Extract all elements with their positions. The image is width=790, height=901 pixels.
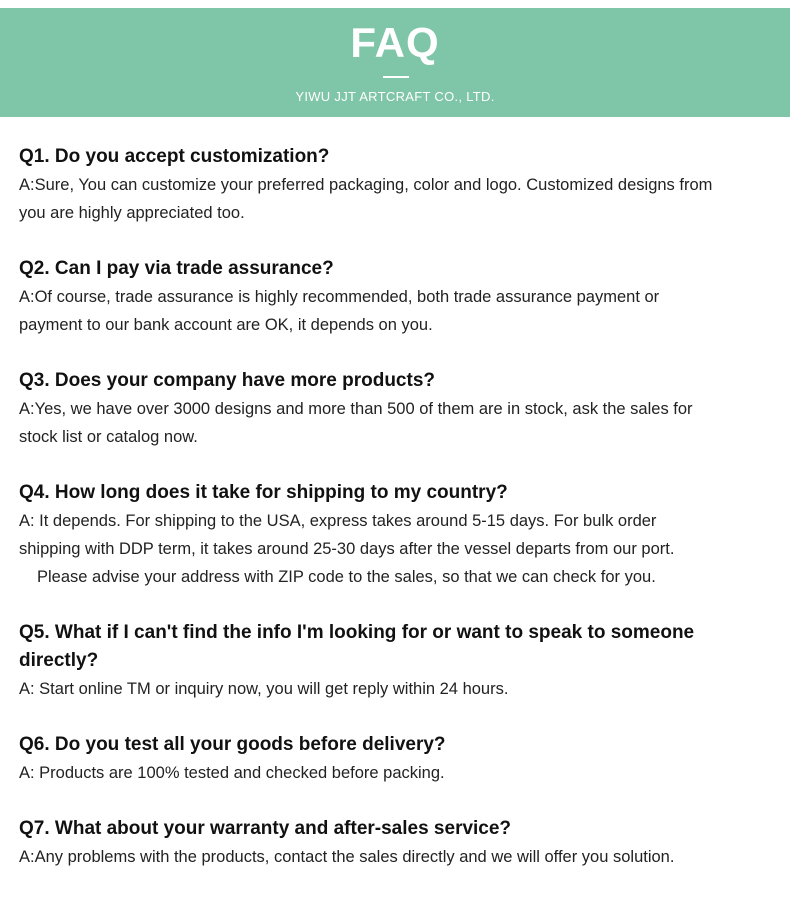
faq-list (19, 143, 784, 871)
faq-item-5 (19, 619, 784, 703)
spacer (19, 787, 784, 815)
faq-question: Q3. Does your company have more products? (19, 370, 435, 391)
company-name: YIWU JJT ARTCRAFT CO., LTD. (295, 89, 495, 104)
faq-question (19, 619, 784, 675)
faq-answer-line: payment to our bank account are OK, it depends on you. (19, 316, 433, 334)
faq-item-2 (19, 255, 784, 339)
faq-question-line: directly? (19, 650, 99, 671)
faq-answer (19, 283, 784, 339)
faq-answer (19, 843, 784, 871)
faq-answer (19, 675, 784, 703)
top-strip (0, 0, 790, 8)
faq-answer-line: A:Any problems with the products, contact the sales directly and we will offer you solution. (19, 848, 675, 866)
faq-answer-line: you are highly appreciated too. (19, 204, 245, 222)
title-divider (383, 76, 409, 78)
faq-item-7 (19, 815, 784, 871)
faq-question: Q4. How long does it take for shipping to my country? (19, 482, 508, 503)
spacer (19, 451, 784, 479)
faq-answer-line: A: Products are 100% tested and checked before packing. (19, 764, 445, 782)
page-title: FAQ (350, 19, 440, 66)
faq-question: Q6. Do you test all your goods before delivery? (19, 734, 446, 755)
spacer (19, 339, 784, 367)
faq-answer (19, 759, 784, 787)
faq-answer (19, 171, 784, 227)
faq-question: Q2. Can I pay via trade assurance? (19, 258, 334, 279)
faq-item-1 (19, 143, 784, 227)
faq-question: Q7. What about your warranty and after-sales service? (19, 818, 512, 839)
faq-item-4 (19, 479, 784, 591)
faq-answer-line: A: Start online TM or inquiry now, you will get reply within 24 hours. (19, 680, 509, 698)
faq-item-6 (19, 731, 784, 787)
faq-answer-line: A:Of course, trade assurance is highly recommended, both trade assurance payment or (19, 288, 660, 306)
spacer (19, 591, 784, 619)
faq-question-line: Q5. What if I can't find the info I'm looking for or want to speak to someone (19, 622, 695, 643)
faq-answer-line: Please advise your address with ZIP code to the sales, so that we can check for you. (37, 568, 656, 586)
faq-answer (19, 395, 784, 451)
faq-answer-line: A: It depends. For shipping to the USA, express takes around 5-15 days. For bulk order (19, 512, 657, 530)
faq-answer-line: A:Sure, You can customize your preferred packaging, color and logo. Customized designs from (19, 176, 713, 194)
faq-answer-line: A:Yes, we have over 3000 designs and more than 500 of them are in stock, ask the sales for (19, 400, 693, 418)
spacer (19, 227, 784, 255)
faq-answer-line: stock list or catalog now. (19, 428, 198, 446)
faq-question: Q1. Do you accept customization? (19, 146, 330, 167)
faq-answer (19, 507, 784, 591)
faq-item-3 (19, 367, 784, 451)
spacer (19, 703, 784, 731)
faq-answer-line: shipping with DDP term, it takes around 25-30 days after the vessel departs from our port. (19, 540, 675, 558)
faq-banner (0, 8, 790, 117)
